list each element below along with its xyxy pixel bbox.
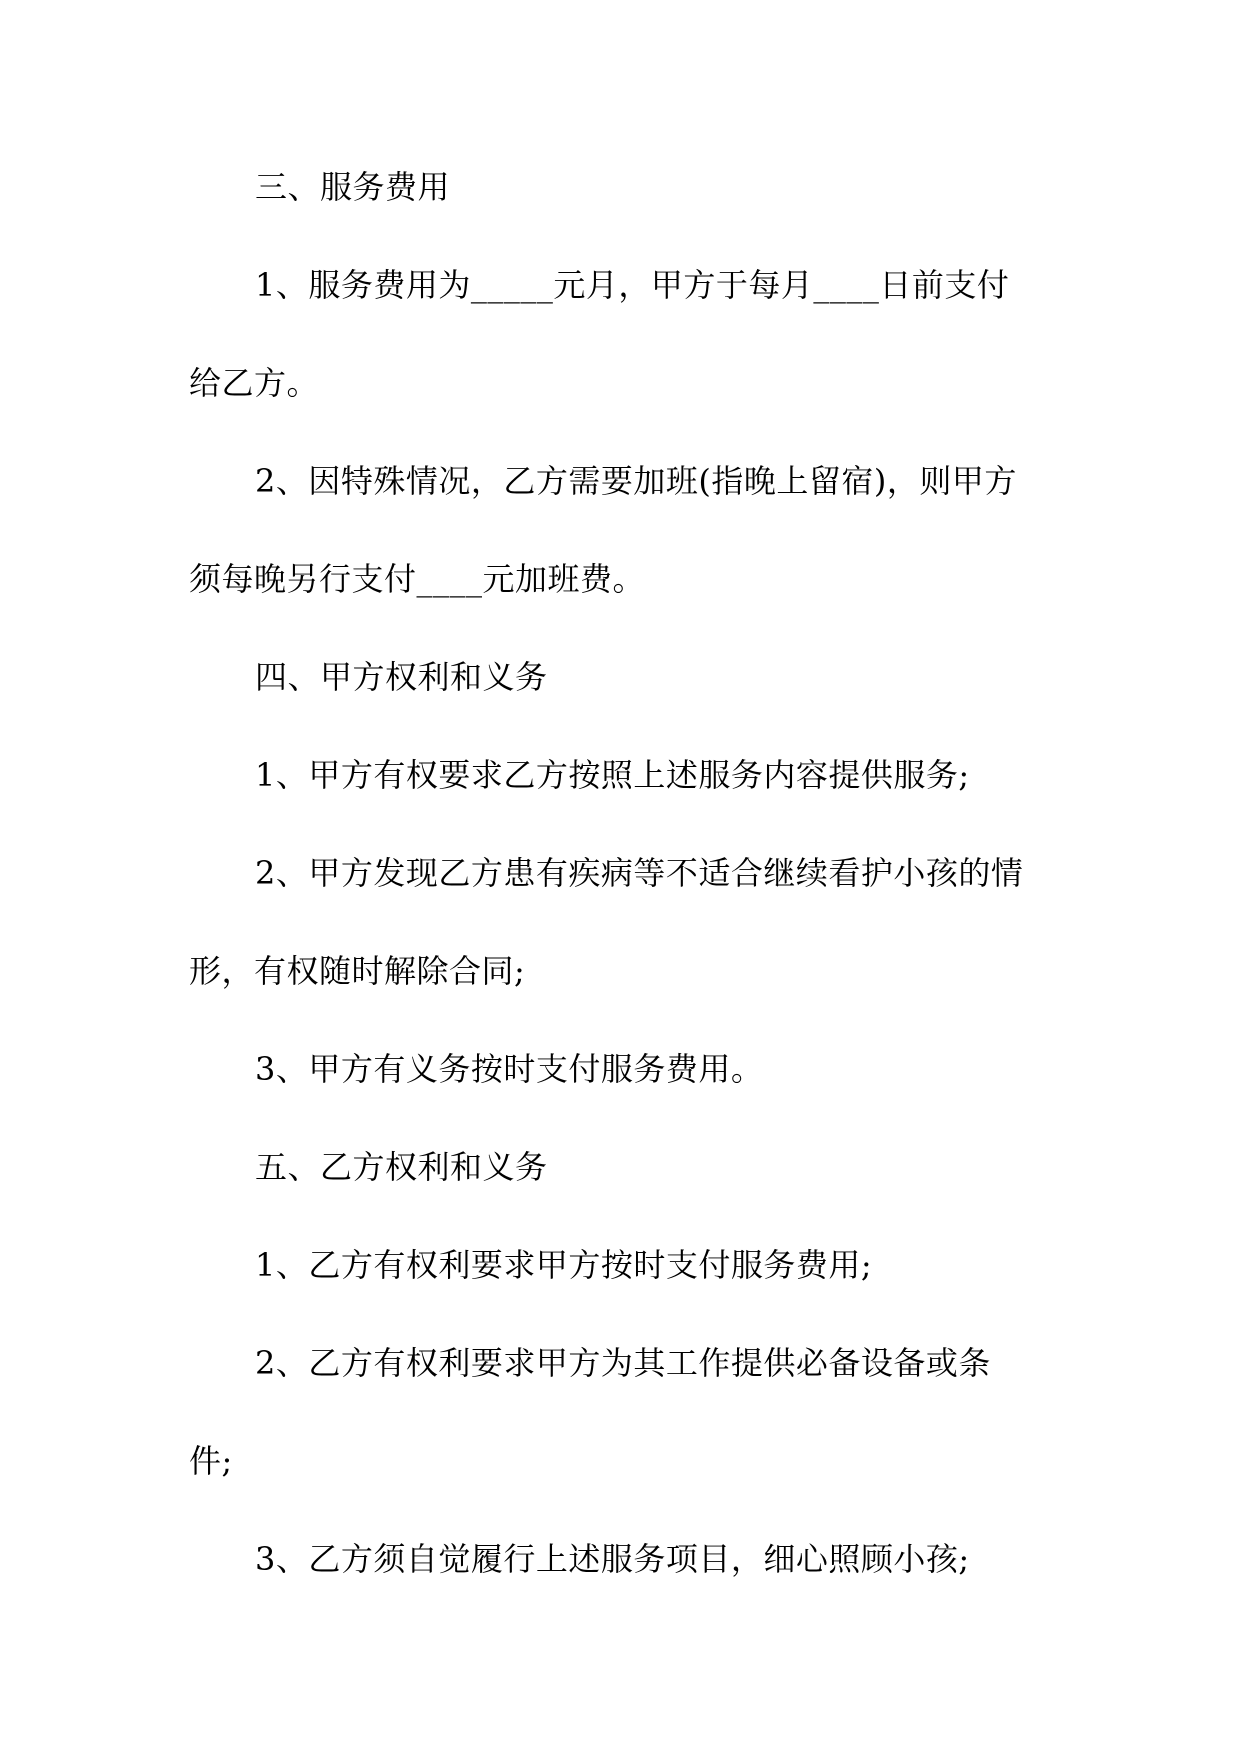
document-body: [189, 168, 1051, 1608]
clause-line: 2、因特殊情况，乙方需要加班(指晚上留宿)，则甲方: [255, 462, 1017, 500]
clause-line-continuation: 件;: [189, 1442, 233, 1480]
clause-line-continuation: 须每晚另行支付____元加班费。: [189, 560, 646, 598]
clause-line: 1、甲方有权要求乙方按照上述服务内容提供服务;: [255, 756, 970, 794]
clause-line: 3、乙方须自觉履行上述服务项目，细心照顾小孩;: [255, 1540, 970, 1578]
clause-line-continuation: 给乙方。: [189, 364, 320, 402]
clause-line: 1、乙方有权利要求甲方按时支付服务费用;: [255, 1246, 873, 1284]
clause-line: 3、甲方有义务按时支付服务费用。: [255, 1050, 764, 1088]
clause-line: 2、乙方有权利要求甲方为其工作提供必备设备或条: [255, 1344, 991, 1382]
clause-line-continuation: 形，有权随时解除合同;: [189, 952, 526, 990]
section-heading-party-b: 五、乙方权利和义务: [255, 1148, 548, 1186]
section-heading-service-fee: 三、服务费用: [255, 168, 451, 206]
section-heading-party-a: 四、甲方权利和义务: [255, 658, 548, 696]
clause-line: 1、服务费用为_____元月，甲方于每月____日前支付: [255, 266, 1010, 304]
clause-line: 2、甲方发现乙方患有疾病等不适合继续看护小孩的情: [255, 854, 1024, 892]
